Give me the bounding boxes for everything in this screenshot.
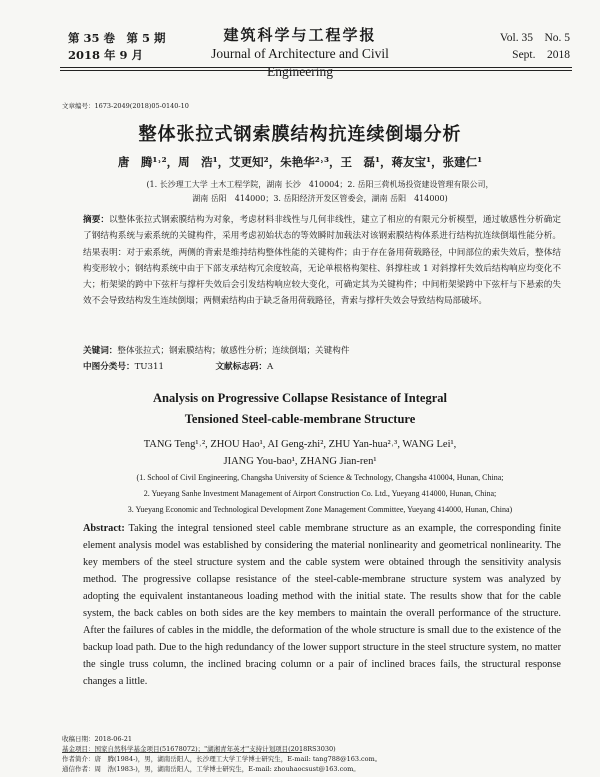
abstract-en-label: Abstract: [83, 523, 125, 534]
abstract-cn [83, 212, 561, 310]
affiliation-en-line: (1. School of Civil Engineering, Changsha University of Science & Technology, Changsha 410004, Hunan, China; [136, 473, 504, 482]
authors-en-line: JIANG You-bao¹, ZHANG Jian-ren¹ [223, 456, 377, 467]
affiliations-en [70, 470, 570, 518]
volume-issue: 第 35 卷 第 5 期 [68, 31, 166, 45]
volume-issue-en: Vol. 35 No. 5 [499, 32, 570, 44]
doc-code-value: A [267, 362, 274, 372]
footnote-corresponding: 通信作者：周 浩(1983-)，男，湖南岳阳人，工学博士研究生，E-mail: zhouhaocsust@163.com。 [62, 765, 360, 773]
authors-en-line: TANG Teng¹˒², ZHOU Hao¹, AI Geng-zhi², ZHU Yan-hua²˒³, WANG Lei¹, [143, 439, 457, 450]
authors-en [0, 436, 600, 470]
issue-date-en: Sept. 2018 [512, 49, 570, 61]
abstract-cn-label: 摘要： [83, 215, 110, 225]
header-rule-thin [60, 70, 572, 71]
affiliation-en-line: 2. Yueyang Sanhe Investment Management of Airport Construction Co. Ltd., Yueyang 414000, Hunan, China; [143, 489, 497, 498]
journal-name [180, 25, 420, 81]
clc-value: TU311 [134, 362, 164, 372]
journal-issue-info-en [480, 30, 570, 64]
affiliation-en-line: 3. Yueyang Economic and Technological Development Zone Management Committee, Yueyang 414000, Hunan, China) [127, 505, 513, 514]
abstract-en-text: Taking the integral tensioned steel cable membrane structure as an example, the corresponding finite element analysis model was established by considering the material nonlinearity and geometrical nonlinearity. The key members of the steel structure system and the cable system were obtained through the sensitivity analysis method. The progressive collapse resistance of the steel-cable-membrane structure system was analyzed by adopting the equivalent instantaneous loading method with the initial state. The results show that for the cable system, the back cables on both sides are the key members to maintain the overall performance of the structure. After the failures of cables in the middle, the deformation of the whole structure is small due to the existence of the backup load path. Due to the high redundancy of the lower support structure in the steel structure system, no matter the single truss column, the inclined bracing column or a pair of inclined braces fails, the structural response changes a little. [83, 523, 562, 687]
footnote-fund: 基金项目：国家自然科学基金项目(51678072)；"湖湘青年英才"支持计划项目(2018RS3030) [62, 745, 336, 753]
abstract-en [83, 520, 561, 690]
clc-label: 中图分类号： [83, 362, 135, 372]
abstract-cn-text: 以整体张拉式钢索膜结构为对象，考虑材料非线性与几何非线性，建立了相应的有限元分析模型，通过敏感性分析确定了钢结构系统与索系统的关键构件，采用考虑初始状态的等效瞬时加载法对该钢索膜结构体系进行结构抗连续倒塌性能分析。结果表明：对于索系统，两侧的背索是维持结构整体性能的关键构件；由于存在备用荷载路径，中间部位的索失效后，整体结构变形较小；钢结构系统中由于下部支承结构冗余度较高，无论单根格构架柱、斜撑柱或 1 对斜撑杆失效后结构响应均变化不大；桁架梁的跨中下弦杆与撑杆失效后会引发结构响应较大变化，可确定其为关键构件；中间桁架梁跨中下弦杆与下悬索的失效不会导致结构发生连续倒塌；两侧索结构由于缺乏备用荷载路径，背索与撑杆失效会导致结构局部破坏。 [83, 215, 561, 307]
classification [83, 359, 561, 375]
paper-title-en-line: Analysis on Progressive Collapse Resistance of Integral [153, 391, 447, 405]
authors-cn: 唐 腾¹˒²，周 浩¹，艾更知²，朱艳华²˒³，王 磊¹，蒋友宝¹，张建仁¹ [117, 155, 483, 169]
doc-number: 文章编号：1673-2049(2018)05-0140-10 [62, 102, 189, 110]
footnote-received: 收稿日期：2018-06-21 [62, 735, 132, 743]
affiliation-line: (1. 长沙理工大学 土木工程学院，湖南 长沙 410004；2. 岳阳三荷机场投资建设管理有限公司， [146, 180, 494, 189]
keywords-cn [83, 343, 561, 359]
affiliation-line: 湖南 岳阳 414000；3. 岳阳经济开发区管委会，湖南 岳阳 414000) [192, 194, 448, 203]
keywords-cn-label: 关键词： [83, 346, 118, 356]
paper-title-en-line: Tensioned Steel-cable-membrane Structure [184, 412, 416, 426]
affiliations-cn [90, 178, 550, 206]
header-rule [60, 67, 572, 68]
doc-code-label: 文献标志码： [215, 362, 268, 372]
issue-date: 2018 年 9 月 [68, 48, 144, 62]
journal-issue-info [68, 30, 178, 64]
journal-name-en: Journal of Architecture and Civil Engineering [211, 46, 389, 79]
keywords-cn-text: 整体张拉式；钢索膜结构；敏感性分析；连续倒塌；关键构件 [117, 346, 350, 356]
footnote-author: 作者简介：唐 腾(1984-)，男，湖南岳阳人，长沙理工大学工学博士研究生，E-mail: tang788@163.com。 [62, 755, 382, 763]
paper-title-cn: 整体张拉式钢索膜结构抗连续倒塌分析 [138, 124, 462, 145]
journal-name-cn: 建筑科学与工程学报 [223, 26, 377, 44]
paper-title-en [0, 388, 600, 430]
